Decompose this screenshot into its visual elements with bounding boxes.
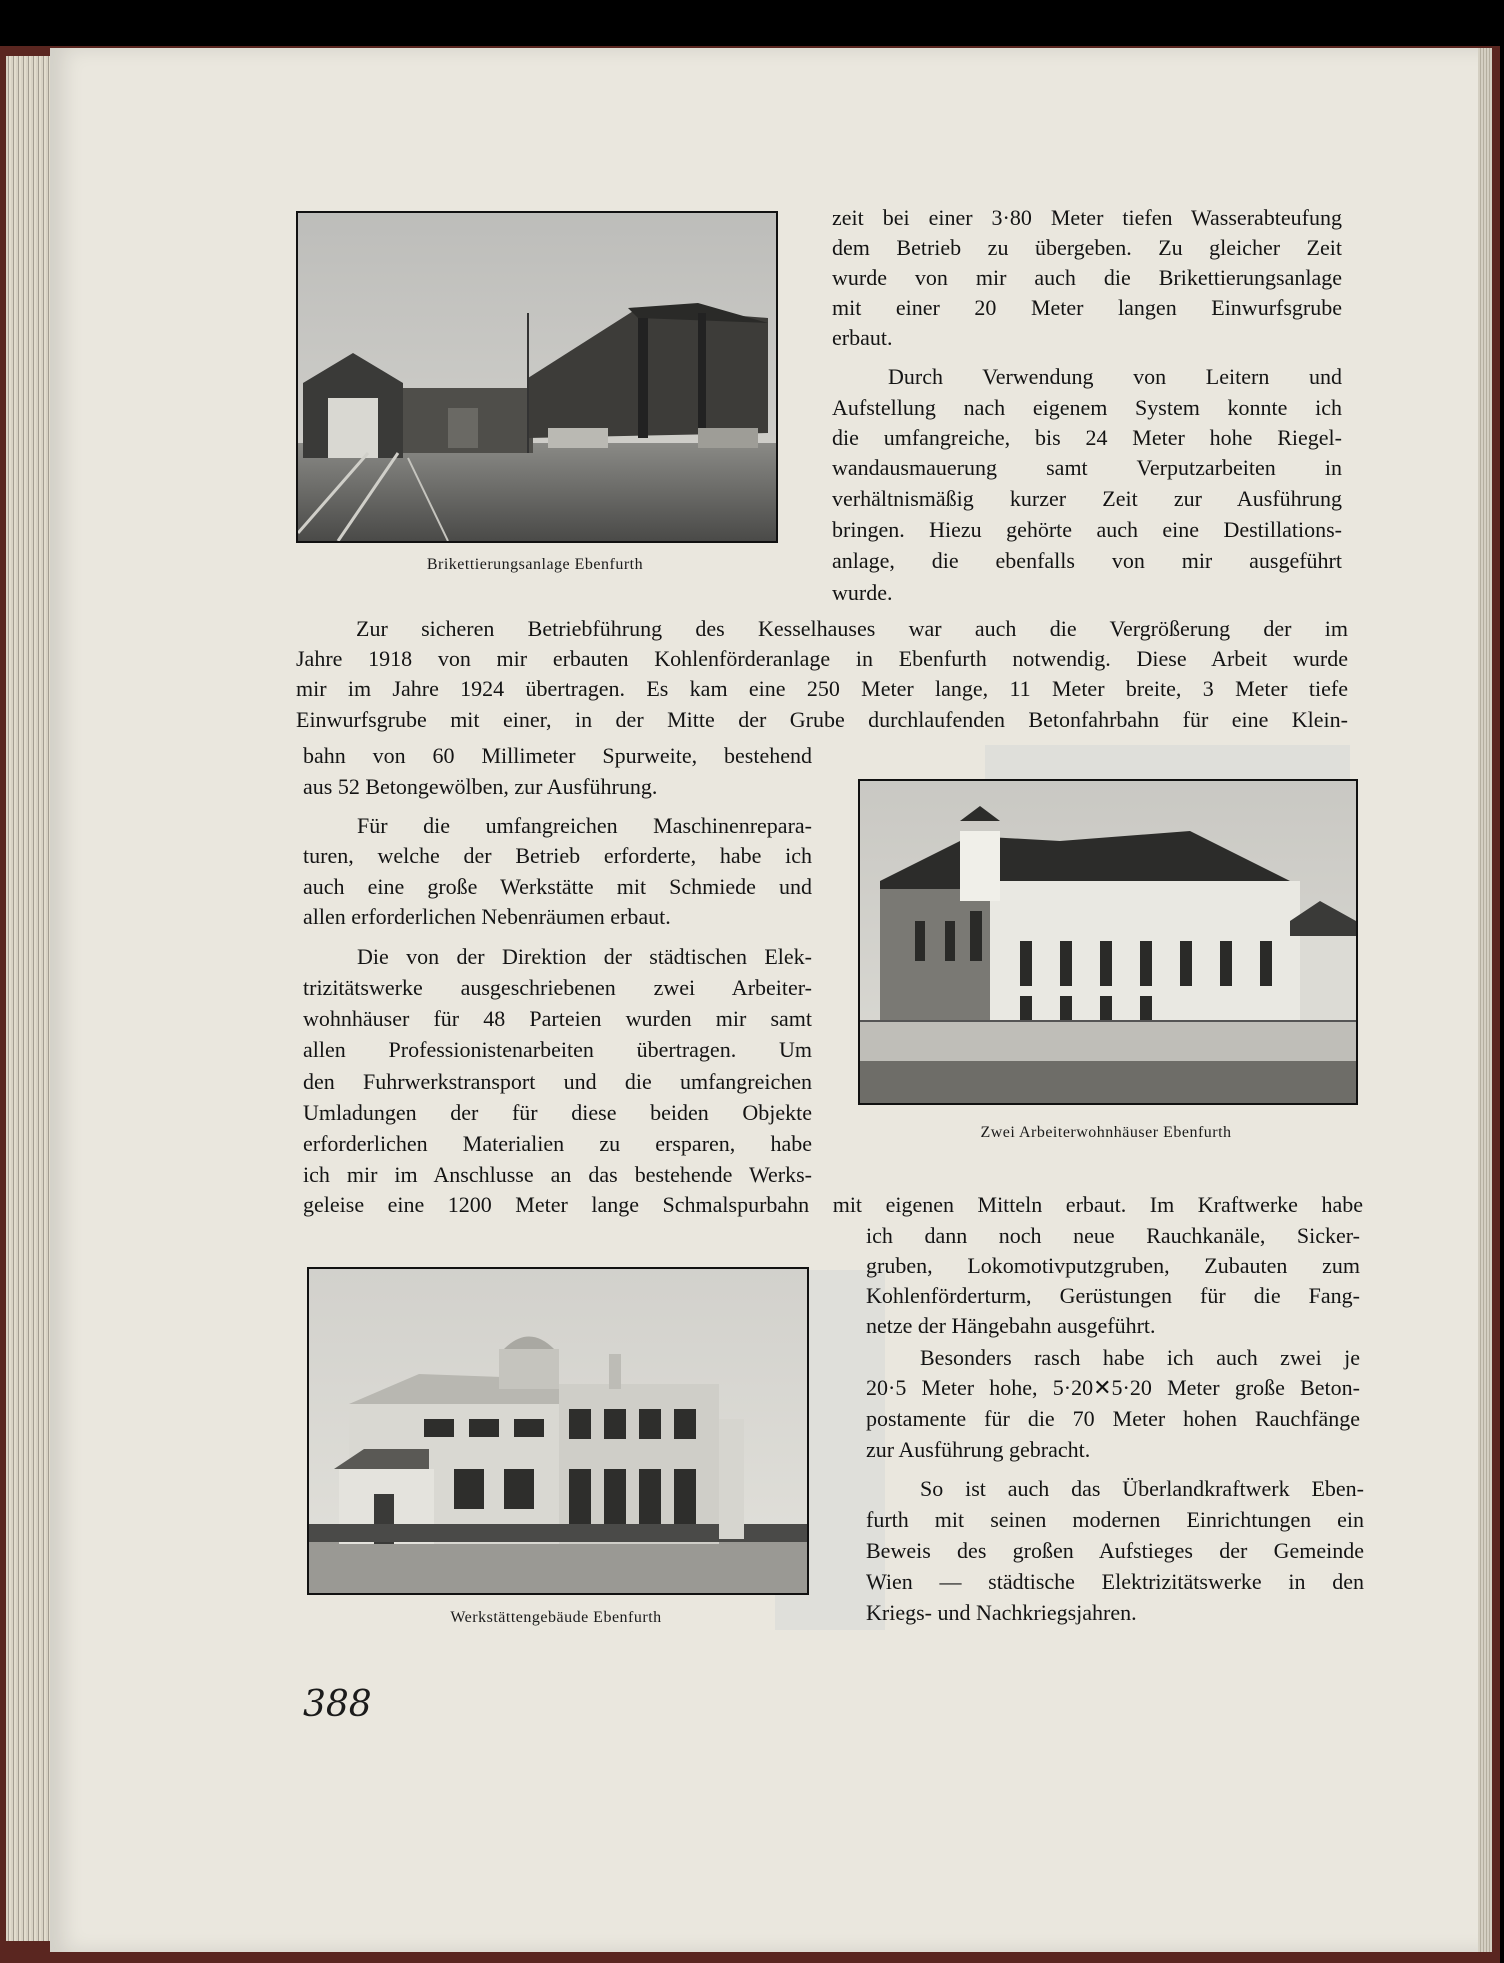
text-line: den Fuhrwerkstransport und die umfangreichen <box>303 1069 812 1094</box>
text-line: erforderlichen Materialien zu ersparen, habe <box>303 1131 812 1156</box>
briquetting-plant-image <box>298 213 776 541</box>
text-line: turen, welche der Betrieb erforderte, habe ich <box>303 843 812 868</box>
text-line: Einwurfsgrube mit einer, in der Mitte der Grube durchlaufenden Betonfahrbahn für eine Klein- <box>296 707 1348 732</box>
text-line: anlage, die ebenfalls von mir ausgeführt <box>832 548 1342 573</box>
text-line: allen Professionistenarbeiten übertragen. Um <box>303 1037 812 1062</box>
caption-photo3: Werkstättengebäude Ebenfurth <box>450 1609 662 1626</box>
worker-houses-image <box>860 781 1356 1103</box>
text-line: Kohlenförderturm, Gerüstungen für die Fang- <box>866 1283 1360 1308</box>
text-line: zeit bei einer 3·80 Meter tiefen Wasserabteufung <box>832 205 1342 230</box>
text-line: netze der Hängebahn ausgeführt. <box>866 1313 1156 1338</box>
text-line: Besonders rasch habe ich auch zwei je <box>920 1345 1360 1370</box>
text-line: trizitätswerke ausgeschriebenen zwei Arbeiter- <box>303 975 812 1000</box>
text-line: bringen. Hiezu gehörte auch eine Destillations- <box>832 517 1342 542</box>
text-line: wohnhäuser für 48 Parteien wurden mir samt <box>303 1006 812 1031</box>
text-line: auch eine große Werkstätte mit Schmiede und <box>303 874 812 899</box>
text-line: Beweis des großen Aufstieges der Gemeinde <box>866 1538 1364 1563</box>
text-line: 20·5 Meter hohe, 5·20✕5·20 Meter große Beton- <box>866 1375 1360 1400</box>
text-line: Wien — städtische Elektrizitätswerke in den <box>866 1569 1364 1594</box>
text-line: Aufstellung nach eigenem System konnte ich <box>832 395 1342 420</box>
page-edges <box>6 56 54 1941</box>
photo-werkstaettengebaeude <box>307 1267 809 1595</box>
text-line: mir im Jahre 1924 übertragen. Es kam eine 250 Meter lange, 11 Meter breite, 3 Meter tiefe <box>296 676 1348 701</box>
text-line: ich dann noch neue Rauchkanäle, Sicker- <box>866 1223 1360 1248</box>
photo-brikettierungsanlage <box>296 211 778 543</box>
caption-photo1: Brikettierungsanlage Ebenfurth <box>426 556 644 573</box>
text-line: zur Ausführung gebracht. <box>866 1437 1091 1462</box>
text-line: wurde von mir auch die Brikettierungsanlage <box>832 265 1342 290</box>
page-edge-right <box>1478 48 1492 1952</box>
text-line: die umfangreiche, bis 24 Meter hohe Riegel- <box>832 425 1342 450</box>
text-line: ich mir im Anschlusse an das bestehende Werks- <box>303 1162 812 1187</box>
text-line: bahn von 60 Millimeter Spurweite, bestehend <box>303 743 812 768</box>
text-line: geleise eine 1200 Meter lange Schmalspurbahn mit eigenen Mitteln erbaut. Im Kraftwerke habe <box>303 1192 1363 1217</box>
text-line: wandausmauerung samt Verputzarbeiten in <box>832 455 1342 480</box>
text-line: Die von der Direktion der städtischen Elek- <box>357 944 812 969</box>
text-line: Durch Verwendung von Leitern und <box>888 364 1342 389</box>
text-line: erbaut. <box>832 325 893 350</box>
text-line: Zur sicheren Betriebführung des Kesselhauses war auch die Vergrößerung der im <box>356 616 1348 641</box>
text-line: aus 52 Betongewölben, zur Ausführung. <box>303 774 658 799</box>
workshop-building-image <box>309 1269 807 1593</box>
text-line: verhältnismäßig kurzer Zeit zur Ausführung <box>832 486 1342 511</box>
photo-arbeiterwohnhaeuser <box>858 779 1358 1105</box>
text-line: mit einer 20 Meter langen Einwurfsgrube <box>832 295 1342 320</box>
text-line: gruben, Lokomotivputzgruben, Zubauten zum <box>866 1253 1360 1278</box>
text-line: furth mit seinen modernen Einrichtungen ein <box>866 1507 1364 1532</box>
text-line: Jahre 1918 von mir erbauten Kohlenförderanlage in Ebenfurth notwendig. Diese Arbeit wurde <box>296 646 1348 671</box>
caption-photo2: Zwei Arbeiterwohnhäuser Ebenfurth <box>980 1124 1232 1141</box>
text-line: wurde. <box>832 580 893 605</box>
text-line: Kriegs- und Nachkriegsjahren. <box>866 1600 1137 1625</box>
page-number: 388 <box>303 1684 372 1725</box>
text-line: allen erforderlichen Nebenräumen erbaut. <box>303 904 671 929</box>
text-line: So ist auch das Überlandkraftwerk Eben- <box>920 1476 1364 1501</box>
text-line: postamente für die 70 Meter hohen Rauchfänge <box>866 1406 1360 1431</box>
text-line: dem Betrieb zu übergeben. Zu gleicher Zeit <box>832 235 1342 260</box>
text-line: Umladungen der für diese beiden Objekte <box>303 1100 812 1125</box>
text-line: Für die umfangreichen Maschinenrepara- <box>357 813 812 838</box>
